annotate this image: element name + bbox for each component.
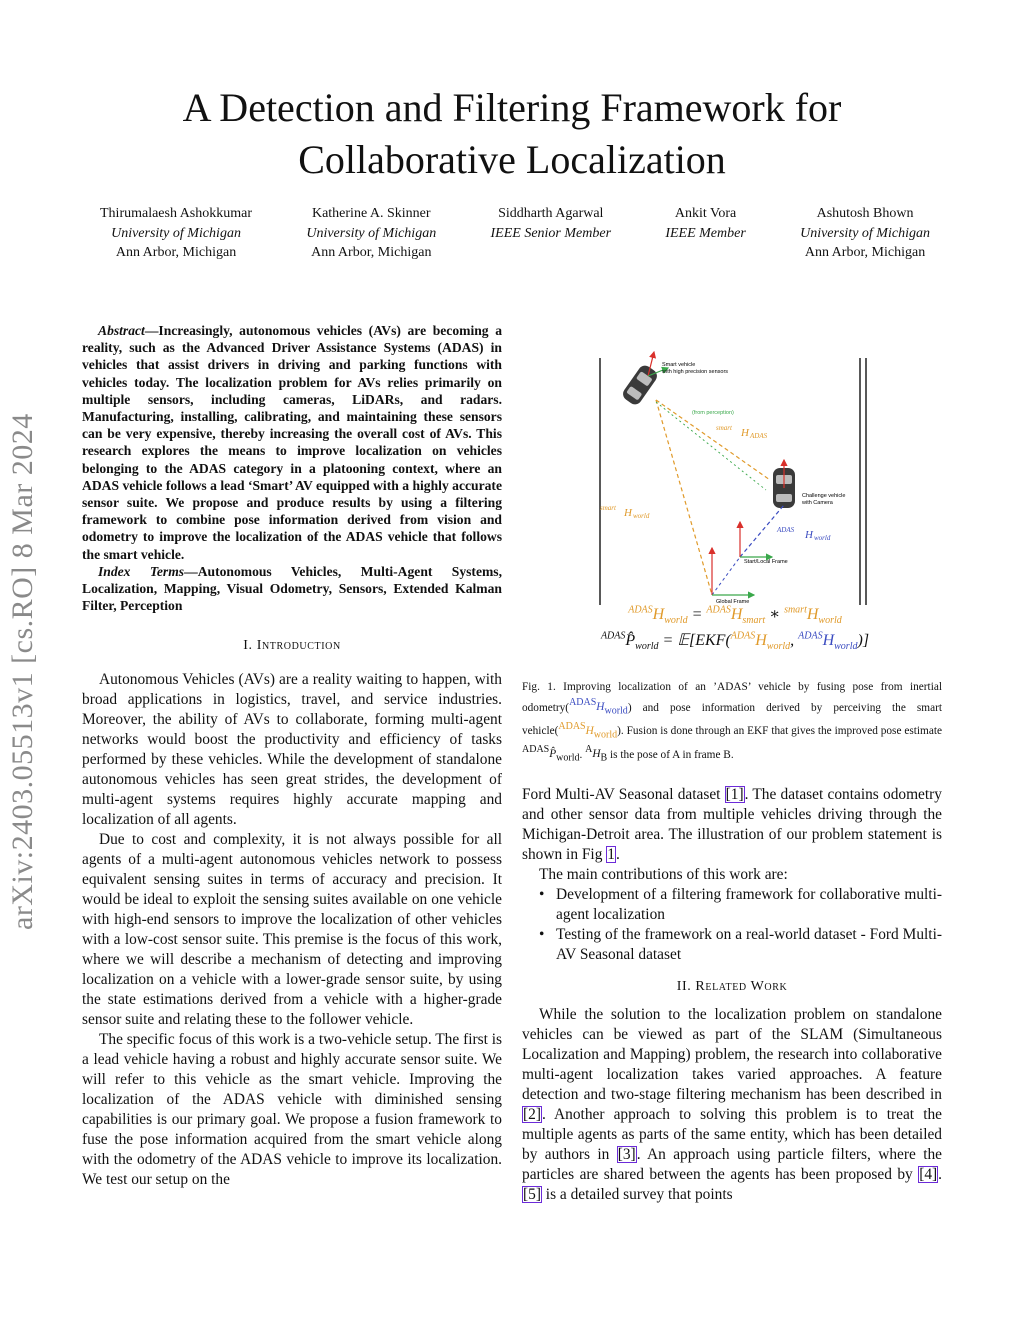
eq-sup: smart <box>784 604 807 616</box>
smart-vehicle-label: Smart vehicle <box>662 362 696 368</box>
list-item: • Development of a filtering framework for collaborative multi-agent localization <box>556 885 942 925</box>
label-h-adas-world <box>776 526 831 542</box>
author-location: Ann Arbor, Michigan <box>804 245 926 260</box>
index-terms <box>82 563 502 615</box>
smart-vehicle-icon <box>620 363 659 407</box>
start-frame-label: Start/Local Frame <box>744 559 788 565</box>
perception-label: (from perception) <box>692 410 734 416</box>
cap-sup: A <box>585 744 593 756</box>
list-item: • Testing of the framework on a real-world dataset - Ford Multi-AV Seasonal dataset <box>556 925 942 965</box>
label-h-smart-adas <box>716 424 768 440</box>
label-superscript: smart <box>716 424 732 432</box>
caption-adas-h-world <box>569 697 628 717</box>
cap-sup: ADAS <box>558 721 586 733</box>
label-superscript: smart <box>600 504 616 512</box>
intro-paragraph-1: Autonomous Vehicles (AVs) are a reality waiting to happen, with broad applications in logistics, travel, and service industries. Moreover, the ability of AVs to collaborate, forming multi-agent networks would boost the productivity and efficiency of tasks performed by these vehicles. While the development of standalone autonomous vehicles has seen great strides, the development of multi-agent systems requires highly accurate mapping and localization of all agents. <box>82 671 502 829</box>
contributions-intro: The main contributions of this work are: <box>539 866 788 883</box>
eq-sub: smart <box>742 615 766 627</box>
cap-sub: B <box>600 752 608 764</box>
equation-1: $^{ADAS}H_{world} = ^{ADAS}H_{smart}$ ∗ $^{smart}H_{world}$ <box>628 604 842 627</box>
label-superscript: ADAS <box>777 526 795 534</box>
cap-H: H <box>592 748 601 761</box>
section-number: I. <box>243 638 253 654</box>
cap-H: H <box>585 724 594 737</box>
text-run: While the solution to the localization problem on standalone vehicles can be viewed as part of the SLAM (Simultaneous Localization and Mapping) problem, the research into collaborative multi-agent localization takes varied approaches. A feature detection and two-stage filtering mechanism has been described in <box>522 1006 942 1103</box>
eq-sup: ADAS <box>798 630 823 642</box>
cap-H: H <box>596 701 605 714</box>
author-5 <box>800 204 930 263</box>
citation-link-5[interactable]: [5] <box>523 1186 541 1203</box>
section-title: Related Work <box>695 979 788 994</box>
label-subscript: ADAS <box>750 432 768 440</box>
text-run: . Another approach to solving this problem is to treat the multiple agents as parts of the same entity, which has been detailed by authors in <box>522 1106 942 1163</box>
section-number: II. <box>676 979 692 994</box>
equation-2: $^{ADAS}P̂_{world}$ = $𝔼[EKF(^{ADAS}H_{world}$, $^{ADAS}H_{world}$)] <box>600 630 870 653</box>
section-heading-introduction <box>82 636 502 656</box>
author-affiliation: IEEE Member <box>665 225 746 241</box>
abstract <box>82 322 502 563</box>
abstract-label: Abstract <box>98 323 145 338</box>
eq-sub: world <box>766 641 791 653</box>
label-H: H <box>624 507 632 519</box>
eq-H: H <box>652 606 665 623</box>
text-run: Ford Multi-AV Seasonal dataset <box>522 786 725 803</box>
cap-sub: world <box>604 705 628 717</box>
author-location: Ann Arbor, Michigan <box>311 245 432 260</box>
figure-link-1[interactable]: 1 <box>607 846 615 863</box>
eq-P-hat: P̂ <box>625 632 636 649</box>
author-list <box>100 204 930 263</box>
intro-paragraph-2: Due to cost and complexity, it is not always possible for all agents of a multi-agent autonomous vehicles network to possess equivalent sensing suites in terms of accuracy and precision. It would be ideal to exploit the sensing suites available on one vehicle with high-end sensors to improve the localization of other vehicles with a low-cost sensor suite. This premise is the focus of this work, where we will describe a mechanism of detecting and improving localization on a vehicle with a lower-grade sensor suite, by using the state estimations derived from a vehicle with a higher-grade sensor suite and relating these to the follower vehicle. <box>82 831 502 1029</box>
author-2 <box>306 204 436 263</box>
caption-part-a: Fig. 1. Improving localization of an ’ADAS’ vehicle by fusing pose from inertial odometry( <box>522 681 942 714</box>
left-column <box>82 322 502 1190</box>
caption-part-c: ). Fusion is done through an EKF that gives the improved pose estimate <box>617 724 942 737</box>
author-name: Ashutosh Bhown <box>816 206 914 221</box>
citation-link-4[interactable]: [4] <box>919 1166 938 1183</box>
section-title: Introduction <box>256 638 341 654</box>
citation-link-2[interactable]: [2] <box>523 1106 541 1123</box>
label-H: H <box>741 427 749 439</box>
label-subscript: world <box>633 512 650 520</box>
author-name: Ankit Vora <box>674 206 737 221</box>
abstract-text: —Increasingly, autonomous vehicles (AVs) are becoming a reality, such as the Advanced Driver Assistance Systems (ADAS) in vehicles that assist drivers in driving and parking functions with vehicles today. The localization problem for AVs relies primarily on multiple sensors, including cameras, LiDARs, and radars. Manufacturing, installing, calibrating, and maintaining these sensors can be very expensive, thereby increasing the overall cost of AVs. This research explores the means to improve localization on vehicles belonging to the ADAS category in a platooning context, where an ADAS vehicle follows a lead ‘Smart’ AV equipped with a highly accurate sensor suite. We propose and produce results by using a filtering framework to combine pose information derived from vision and odometry to improve the localization of the ADAS vehicle that follows the smart vehicle. <box>82 323 502 562</box>
citation-link-1[interactable]: [1] <box>725 786 744 803</box>
contributions-list <box>522 885 942 965</box>
eq-sup: ADAS <box>706 604 731 616</box>
smart-vehicle-sublabel: with high precision sensors <box>662 369 729 375</box>
eq-sup: ADAS <box>628 604 653 616</box>
arxiv-identifier: arXiv:2403.05513v1 [cs.RO] 8 Mar 2024 <box>6 413 39 930</box>
title-line-2: Collaborative Localization <box>298 137 726 182</box>
eq-sup: ADAS <box>730 630 756 642</box>
global-frame-label: Global Frame <box>716 599 750 605</box>
text-run: . The dataset contains odometry and other sensor data from multiple vehicles driving through the Michigan-Detroit area. The illustration of our problem statement is shown in Fig <box>522 786 942 863</box>
caption-p-hat <box>522 744 580 764</box>
challenge-vehicle-sublabel: with Camera <box>802 500 833 506</box>
label-subscript: world <box>814 534 831 542</box>
eq-sup: ADAS <box>600 630 626 642</box>
eq-expectation: 𝔼 <box>677 632 689 649</box>
caption-ahb <box>585 744 608 764</box>
citation-link-3[interactable]: [3] <box>617 1146 636 1163</box>
figure-1-caption <box>522 680 942 766</box>
figure-1-diagram <box>522 330 942 610</box>
challenge-vehicle-label: Challenge vehicle <box>802 493 846 499</box>
author-affiliation: University of Michigan <box>111 225 241 241</box>
section-heading-related-work <box>522 977 942 997</box>
author-name: Katherine A. Skinner <box>311 206 431 221</box>
eq-sub: world <box>834 641 858 653</box>
caption-part-b: ) and pose information derived by perceiving the smart vehicle( <box>522 701 942 737</box>
author-3 <box>491 204 612 263</box>
related-work-paragraph <box>522 1005 942 1205</box>
eq-H: H <box>730 606 743 623</box>
label-h-smart-world <box>600 504 650 520</box>
index-terms-text: —Autonomous Vehicles, Multi-Agent Systems, Localization, Mapping, Visual Odometry, Sensors, Extended Kalman Filter, Perception <box>82 563 502 614</box>
text-run: . <box>938 1166 942 1183</box>
eq-sub: world <box>664 615 688 627</box>
eq-H: H <box>806 606 819 623</box>
author-affiliation: University of Michigan <box>306 225 437 241</box>
caption-adas-h-world-orange <box>558 721 618 741</box>
intro-paragraph-3: The specific focus of this work is a two-vehicle setup. The first is a lead vehicle having a robust and highly accurate sensor suite. We will refer to this vehicle as the smart vehicle. Improving the localization of the ADAS vehicle with diminished sensing capabilities is our primary goal. We propose a fusion framework to fuse the pose information acquired from the smart vehicle along with the odometry of the ADAS vehicle to improve its localization. We test our setup on the <box>82 1031 502 1189</box>
cap-sup: ADAS <box>569 697 597 709</box>
cap-sub: world <box>556 752 580 764</box>
caption-part-d: . <box>579 748 586 761</box>
cap-sup: ADAS <box>522 744 550 756</box>
eq-ekf: EKF <box>695 632 726 649</box>
title-line-1: A Detection and Filtering Framework for <box>182 85 842 130</box>
cap-P-hat: P̂ <box>549 748 557 761</box>
author-4 <box>665 204 745 263</box>
dataset-paragraph <box>522 785 942 865</box>
author-location: Ann Arbor, Michigan <box>115 245 237 260</box>
author-name: Thirumalaesh Ashokkumar <box>100 206 253 221</box>
right-column <box>522 785 942 1205</box>
author-name: Siddharth Agarwal <box>498 206 604 221</box>
text-run: . An approach using particle filters, where the particles are shared between the agents has been proposed by <box>522 1146 943 1183</box>
cap-sub: world <box>593 729 618 741</box>
index-terms-label: Index Terms <box>98 563 185 579</box>
global-to-start-link <box>712 557 740 595</box>
author-affiliation: University of Michigan <box>800 225 930 241</box>
eq-sub: world <box>635 641 659 653</box>
paper-title <box>0 82 1024 186</box>
eq-sub: world <box>818 615 842 627</box>
author-affiliation: IEEE Senior Member <box>490 225 612 241</box>
text-run: . <box>615 846 620 863</box>
caption-part-e: is the pose of A in frame B. <box>607 748 734 761</box>
eq-H: H <box>755 632 767 649</box>
label-H: H <box>805 529 813 541</box>
text-run: is a detailed survey that points <box>541 1186 733 1203</box>
author-1 <box>100 204 252 263</box>
eq-H: H <box>822 632 835 649</box>
smart-to-world-transform <box>656 400 712 595</box>
